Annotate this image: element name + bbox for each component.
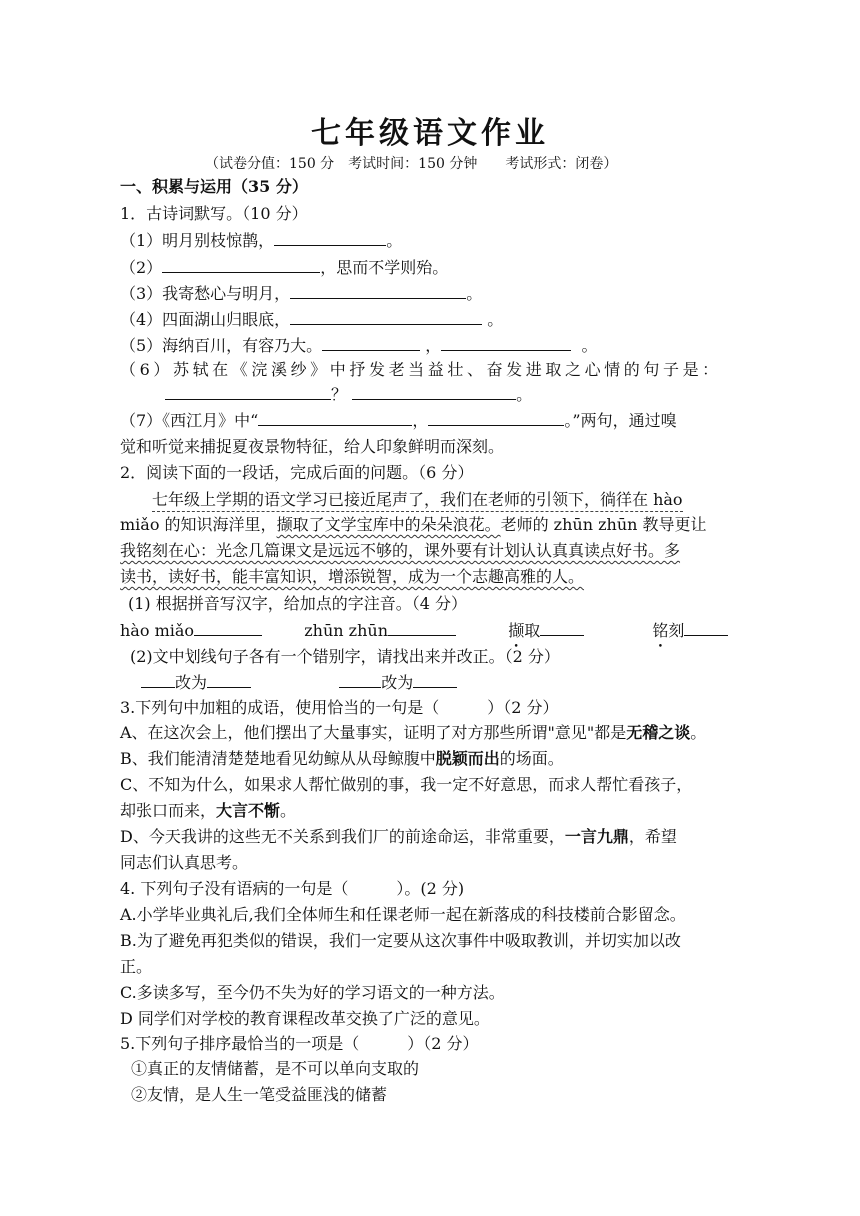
q2-sub-1: (1) 根据拼音写汉字，给加点的字注音。（4 分）: [128, 594, 468, 613]
q1-item-7: [120, 411, 677, 431]
bold-idiom: 无稽之谈: [626, 723, 691, 742]
dotted-char: 撷: [508, 621, 525, 640]
answer-blank: [322, 336, 420, 351]
q2-underlined-sentence: 我铭刻在心：光念几篇课文是远远不够的，课外要有计划认认真真读点好书。多: [120, 541, 681, 560]
punct: 。: [581, 336, 598, 355]
exam-info: （试卷分值：150 分 考试时间：150 分钟 考试形式：闭卷）: [205, 156, 618, 172]
q1-item-5-text: （5）海纳百川，有容乃大。: [120, 336, 323, 355]
q2-heading: 2．阅读下面的一段话，完成后面的问题。（6 分）: [120, 463, 474, 482]
q5-heading: 5.下列句子排序最恰当的一项是（ ）（2 分）: [120, 1034, 479, 1053]
word-char: 取: [524, 621, 541, 640]
q2-passage-line-2: [120, 515, 707, 535]
q2-passage-text: 七年级上学期的语文学习已接近尾声了，我们在老师的引领下，徜徉在 hào: [152, 490, 683, 512]
answer-blank: [684, 621, 728, 636]
q2-passage-line-1: [152, 490, 683, 510]
q2-passage-text: miǎo 的知识海洋里，: [120, 515, 277, 534]
q3-heading: 3.下列句中加粗的成语，使用恰当的一句是（ ）（2 分）: [120, 698, 559, 717]
bold-idiom: 一言九鼎: [564, 827, 629, 846]
answer-blank: [339, 673, 381, 688]
q3-option-a: [120, 723, 706, 743]
q1-item-4: [120, 310, 503, 330]
q4-option-b: B.为了避免再犯类似的错误，我们一定要从这次事件中吸取教训，并切实加以改: [120, 931, 681, 950]
option-text: 却张口而来，: [120, 801, 217, 820]
q1-item-4-text: （4）四面湖山归眼底，: [120, 310, 291, 329]
dotted-char: 铭: [652, 621, 669, 640]
q3-option-b: [120, 749, 564, 769]
answer-blank: [352, 385, 516, 400]
page-title: 七年级语文作业: [311, 116, 549, 151]
option-text: A、在这次会上，他们摆出了大量事实，证明了对方那些所谓"意见"都是: [120, 723, 627, 742]
q2-correction-row: [141, 673, 457, 693]
section-heading: 一、积累与运用（35 分）: [120, 177, 308, 196]
q2-underlined-sentence: 读书，读好书，能丰富知识，增添锐智，成为一个志趣高雅的人。: [120, 567, 585, 586]
answer-blank: [165, 385, 331, 400]
q1-item-7-text-end: 。”两句，通过嗅: [564, 411, 677, 430]
q1-item-1: [120, 231, 402, 251]
q1-item-1-text: （1）明月别枝惊鹊，: [120, 231, 275, 250]
option-text: ，希望: [628, 827, 677, 846]
q2-pinyin-row: [120, 621, 728, 641]
q1-item-7-cont: 觉和听觉来捕捉夏夜景物特征，给人印象鲜明而深刻。: [120, 437, 505, 456]
q4-option-a: A.小学毕业典礼后,我们全体师生和任课老师一起在新落成的科技楼前合影留念。: [120, 905, 686, 924]
q3-option-d: [120, 827, 677, 847]
punct: 。: [487, 310, 504, 329]
q2-underlined-sentence: 撷取了文学宝库中的朵朵浪花。: [276, 515, 501, 534]
punct: 。: [280, 801, 297, 820]
option-text: D、今天我讲的这些无不关系到我们厂的前途命运，非常重要，: [120, 827, 565, 846]
punct: 。: [516, 385, 533, 404]
q4-option-b-cont: 正。: [120, 957, 153, 976]
punct: ，: [412, 411, 429, 430]
option-text: B、我们能清清楚楚地看见幼鲸从从母鲸腹中: [120, 749, 436, 768]
q1-item-3-text: （3）我寄愁心与明月，: [120, 284, 291, 303]
pinyin-1: hào miǎo: [120, 621, 195, 640]
answer-blank: [290, 310, 482, 325]
word-char: 刻: [668, 621, 685, 640]
answer-blank: [441, 336, 571, 351]
punct: 。: [466, 284, 483, 303]
correction-label: 改为: [175, 673, 208, 692]
q1-item-7-text: （7）《西江月》中“: [120, 411, 259, 430]
q3-option-d-cont: 同志们认真思考。: [120, 853, 249, 872]
q1-item-6-answer: [165, 385, 532, 405]
answer-blank: [413, 673, 457, 688]
answer-blank: [290, 284, 466, 299]
q1-item-2: [120, 258, 448, 278]
bold-idiom: 脱颖而出: [435, 749, 500, 768]
q2-passage-text: 老师的 zhūn zhūn 教导更让: [500, 515, 707, 534]
q2-sub-2: (2)文中划线句子各有一个错别字，请找出来并改正。（2 分）: [130, 647, 560, 666]
q3-option-c: C、不知为什么，如果求人帮忙做别的事，我一定不好意思，而求人帮忙看孩子，: [120, 775, 693, 794]
q4-heading: 4. 下列句子没有语病的一句是（ ）。(2 分): [120, 879, 465, 898]
q2-passage-line-3: [120, 541, 680, 561]
q5-sentence-2: ②友情，是人生一笔受益匪浅的储蓄: [131, 1085, 388, 1104]
punct: ，: [425, 336, 442, 355]
answer-blank: [428, 411, 564, 426]
q1-item-2-text-end: ，思而不学则殆。: [320, 258, 449, 277]
answer-blank: [207, 673, 251, 688]
punct: ？: [331, 385, 348, 404]
answer-blank: [540, 621, 584, 636]
q1-item-5: [120, 336, 597, 356]
punct: 。: [386, 231, 403, 250]
answer-blank: [388, 621, 456, 636]
answer-blank: [162, 258, 320, 273]
q1-heading: 1．古诗词默写。（10 分）: [120, 204, 308, 223]
q1-item-6: （6）苏轼在《浣溪纱》中抒发老当益壮、奋发进取之心情的句子是：: [120, 360, 722, 379]
option-text: 的场面。: [499, 749, 564, 768]
q1-item-2-text: （2）: [120, 258, 163, 277]
q4-option-d: D 同学们对学校的教育课程改革交换了广泛的意见。: [120, 1009, 490, 1028]
answer-blank: [258, 411, 412, 426]
q5-sentence-1: ①真正的友情储蓄，是不可以单向支取的: [131, 1059, 420, 1078]
pinyin-2: zhūn zhūn: [304, 621, 388, 640]
q4-option-c: C.多读多写，至今仍不失为好的学习语文的一种方法。: [120, 983, 505, 1002]
q1-item-3: [120, 284, 482, 304]
correction-label: 改为: [381, 673, 414, 692]
punct: 。: [690, 723, 707, 742]
q2-passage-line-4: [120, 567, 584, 587]
bold-idiom: 大言不惭: [216, 801, 281, 820]
answer-blank: [141, 673, 175, 688]
answer-blank: [194, 621, 262, 636]
answer-blank: [274, 231, 386, 246]
q3-option-c-cont: [120, 801, 296, 821]
